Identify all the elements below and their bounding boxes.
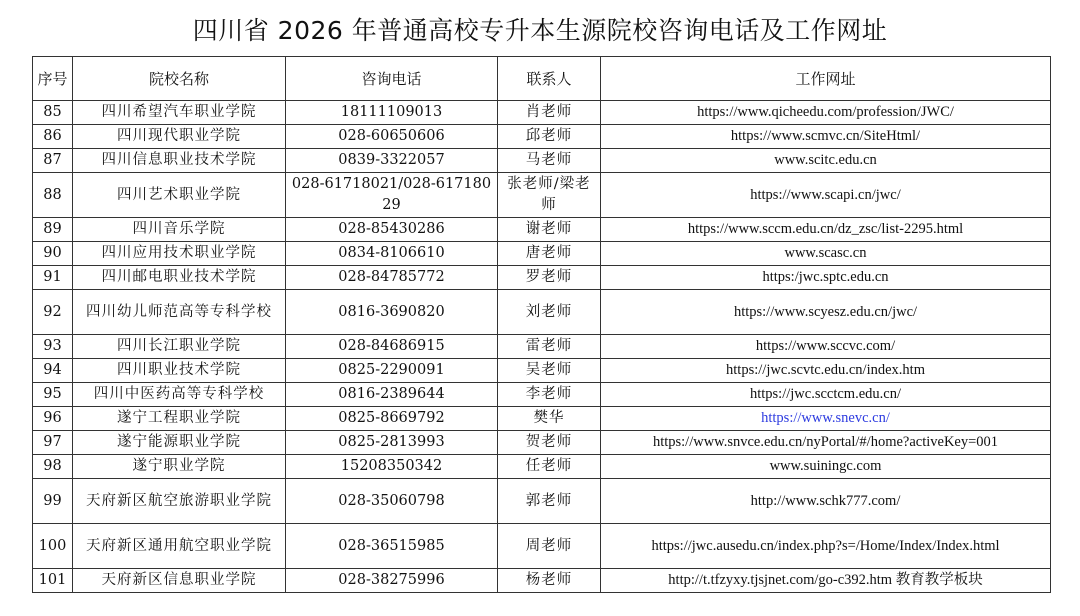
website-link[interactable]: https://www.qicheedu.com/profession/JWC/ bbox=[697, 104, 954, 120]
phone-number: 15208350342 bbox=[286, 455, 498, 479]
college-name: 四川职业技术学院 bbox=[73, 359, 286, 383]
phone-number: 0839-3322057 bbox=[286, 149, 498, 173]
contact-person: 谢老师 bbox=[498, 218, 601, 242]
row-num: 93 bbox=[33, 335, 73, 359]
website-link[interactable]: https://www.sccm.edu.cn/dz_zsc/list-2295.html bbox=[687, 221, 964, 237]
contact-person: 雷老师 bbox=[498, 335, 601, 359]
website-link[interactable]: https://www.snevc.cn/ bbox=[761, 410, 890, 426]
college-name: 四川长江职业学院 bbox=[73, 335, 286, 359]
table-row bbox=[33, 569, 1051, 593]
website-link[interactable]: https://www.scyesz.edu.cn/jwc/ bbox=[733, 303, 918, 320]
table-row bbox=[33, 242, 1051, 266]
college-name: 遂宁工程职业学院 bbox=[73, 407, 286, 431]
contact-person: 肖老师 bbox=[498, 101, 601, 125]
college-name: 四川邮电职业技术学院 bbox=[73, 266, 286, 290]
college-name: 天府新区航空旅游职业学院 bbox=[73, 479, 286, 524]
table-row bbox=[33, 218, 1051, 242]
phone-number: 028-38275996 bbox=[286, 569, 498, 593]
college-contact-table bbox=[32, 56, 1051, 593]
header-name: 院校名称 bbox=[73, 57, 286, 101]
phone-number: 0816-3690820 bbox=[286, 290, 498, 335]
college-name: 遂宁职业学院 bbox=[73, 455, 286, 479]
phone-number: 0816-2389644 bbox=[286, 383, 498, 407]
table-body bbox=[33, 101, 1051, 593]
contact-person: 马老师 bbox=[498, 149, 601, 173]
table-row bbox=[33, 101, 1051, 125]
row-num: 101 bbox=[33, 569, 73, 593]
header-num: 序号 bbox=[33, 57, 73, 101]
row-num: 99 bbox=[33, 479, 73, 524]
row-num: 100 bbox=[33, 524, 73, 569]
table-row bbox=[33, 455, 1051, 479]
row-num: 97 bbox=[33, 431, 73, 455]
contact-person: 刘老师 bbox=[498, 290, 601, 335]
row-num: 85 bbox=[33, 101, 73, 125]
phone-number: 028-84785772 bbox=[286, 266, 498, 290]
table-row bbox=[33, 266, 1051, 290]
college-name: 四川信息职业技术学院 bbox=[73, 149, 286, 173]
website-link[interactable]: www.suiningc.com bbox=[769, 458, 882, 474]
contact-person: 樊华 bbox=[498, 407, 601, 431]
row-num: 86 bbox=[33, 125, 73, 149]
table-row bbox=[33, 335, 1051, 359]
table-row bbox=[33, 407, 1051, 431]
contact-person: 李老师 bbox=[498, 383, 601, 407]
page-title: 四川省 2026 年普通高校专升本生源院校咨询电话及工作网址 bbox=[192, 16, 888, 45]
table-row bbox=[33, 431, 1051, 455]
college-name: 天府新区信息职业学院 bbox=[73, 569, 286, 593]
header-row bbox=[33, 57, 1051, 101]
college-name: 四川中医药高等专科学校 bbox=[73, 383, 286, 407]
table-row bbox=[33, 383, 1051, 407]
phone-number: 028-84686915 bbox=[286, 335, 498, 359]
phone-number: 18111109013 bbox=[286, 101, 498, 125]
row-num: 98 bbox=[33, 455, 73, 479]
college-name: 四川音乐学院 bbox=[73, 218, 286, 242]
phone-number: 0825-2290091 bbox=[286, 359, 498, 383]
website-link[interactable]: https://jwc.scctcm.edu.cn/ bbox=[749, 386, 901, 402]
row-num: 96 bbox=[33, 407, 73, 431]
phone-number: 028-85430286 bbox=[286, 218, 498, 242]
website-link[interactable]: http://www.schk777.com/ bbox=[750, 492, 901, 509]
phone-number: 028-36515985 bbox=[286, 524, 498, 569]
row-num: 87 bbox=[33, 149, 73, 173]
college-name: 四川应用技术职业学院 bbox=[73, 242, 286, 266]
website-link[interactable]: www.scitc.edu.cn bbox=[774, 152, 877, 168]
contact-person: 张老师/梁老师 bbox=[498, 173, 601, 218]
contact-person: 邱老师 bbox=[498, 125, 601, 149]
website-link[interactable]: www.scasc.cn bbox=[784, 245, 867, 261]
row-num: 92 bbox=[33, 290, 73, 335]
website-link[interactable]: https://www.scapi.cn/jwc/ bbox=[750, 186, 901, 203]
phone-number: 0825-8669792 bbox=[286, 407, 498, 431]
contact-person: 唐老师 bbox=[498, 242, 601, 266]
contact-person: 罗老师 bbox=[498, 266, 601, 290]
website-link[interactable]: https://jwc.scvtc.edu.cn/index.htm bbox=[726, 362, 925, 378]
contact-person: 郭老师 bbox=[498, 479, 601, 524]
college-name: 四川幼儿师范高等专科学校 bbox=[73, 290, 286, 335]
website-link[interactable]: https://www.scmvc.cn/SiteHtml/ bbox=[730, 128, 921, 144]
contact-person: 杨老师 bbox=[498, 569, 601, 593]
phone-number: 0834-8106610 bbox=[286, 242, 498, 266]
phone-number: 028-61718021/028-61718029 bbox=[286, 173, 498, 218]
row-num: 90 bbox=[33, 242, 73, 266]
phone-number: 0825-2813993 bbox=[286, 431, 498, 455]
college-name: 四川艺术职业学院 bbox=[73, 173, 286, 218]
website-link[interactable]: https:/jwc.sptc.edu.cn bbox=[762, 269, 889, 285]
college-name: 遂宁能源职业学院 bbox=[73, 431, 286, 455]
header-phone: 咨询电话 bbox=[286, 57, 498, 101]
table-row bbox=[33, 479, 1051, 524]
row-num: 95 bbox=[33, 383, 73, 407]
contact-person: 吴老师 bbox=[498, 359, 601, 383]
table-row bbox=[33, 290, 1051, 335]
table-row bbox=[33, 149, 1051, 173]
row-num: 88 bbox=[33, 173, 73, 218]
phone-number: 028-60650606 bbox=[286, 125, 498, 149]
college-name: 四川现代职业学院 bbox=[73, 125, 286, 149]
table-header bbox=[33, 57, 1051, 101]
website-link[interactable]: https://www.sccvc.com/ bbox=[755, 338, 896, 354]
website-link[interactable]: http://t.tfzyxy.tjsjnet.com/go-c392.htm 教育教学板块 bbox=[668, 572, 983, 588]
row-num: 94 bbox=[33, 359, 73, 383]
table-row bbox=[33, 524, 1051, 569]
contact-person: 周老师 bbox=[498, 524, 601, 569]
header-contact: 联系人 bbox=[498, 57, 601, 101]
table-row bbox=[33, 359, 1051, 383]
row-num: 91 bbox=[33, 266, 73, 290]
row-num: 89 bbox=[33, 218, 73, 242]
website-link[interactable]: https://jwc.ausedu.cn/index.php?s=/Home/Index/Index.html bbox=[651, 537, 1000, 554]
header-url: 工作网址 bbox=[601, 57, 1051, 101]
contact-person: 贺老师 bbox=[498, 431, 601, 455]
phone-number: 028-35060798 bbox=[286, 479, 498, 524]
table-row bbox=[33, 173, 1051, 218]
college-name: 天府新区通用航空职业学院 bbox=[73, 524, 286, 569]
contact-person: 任老师 bbox=[498, 455, 601, 479]
website-link[interactable]: https://www.snvce.edu.cn/nyPortal/#/home?activeKey=001 bbox=[652, 434, 999, 450]
college-name: 四川希望汽车职业学院 bbox=[73, 101, 286, 125]
table-row bbox=[33, 125, 1051, 149]
